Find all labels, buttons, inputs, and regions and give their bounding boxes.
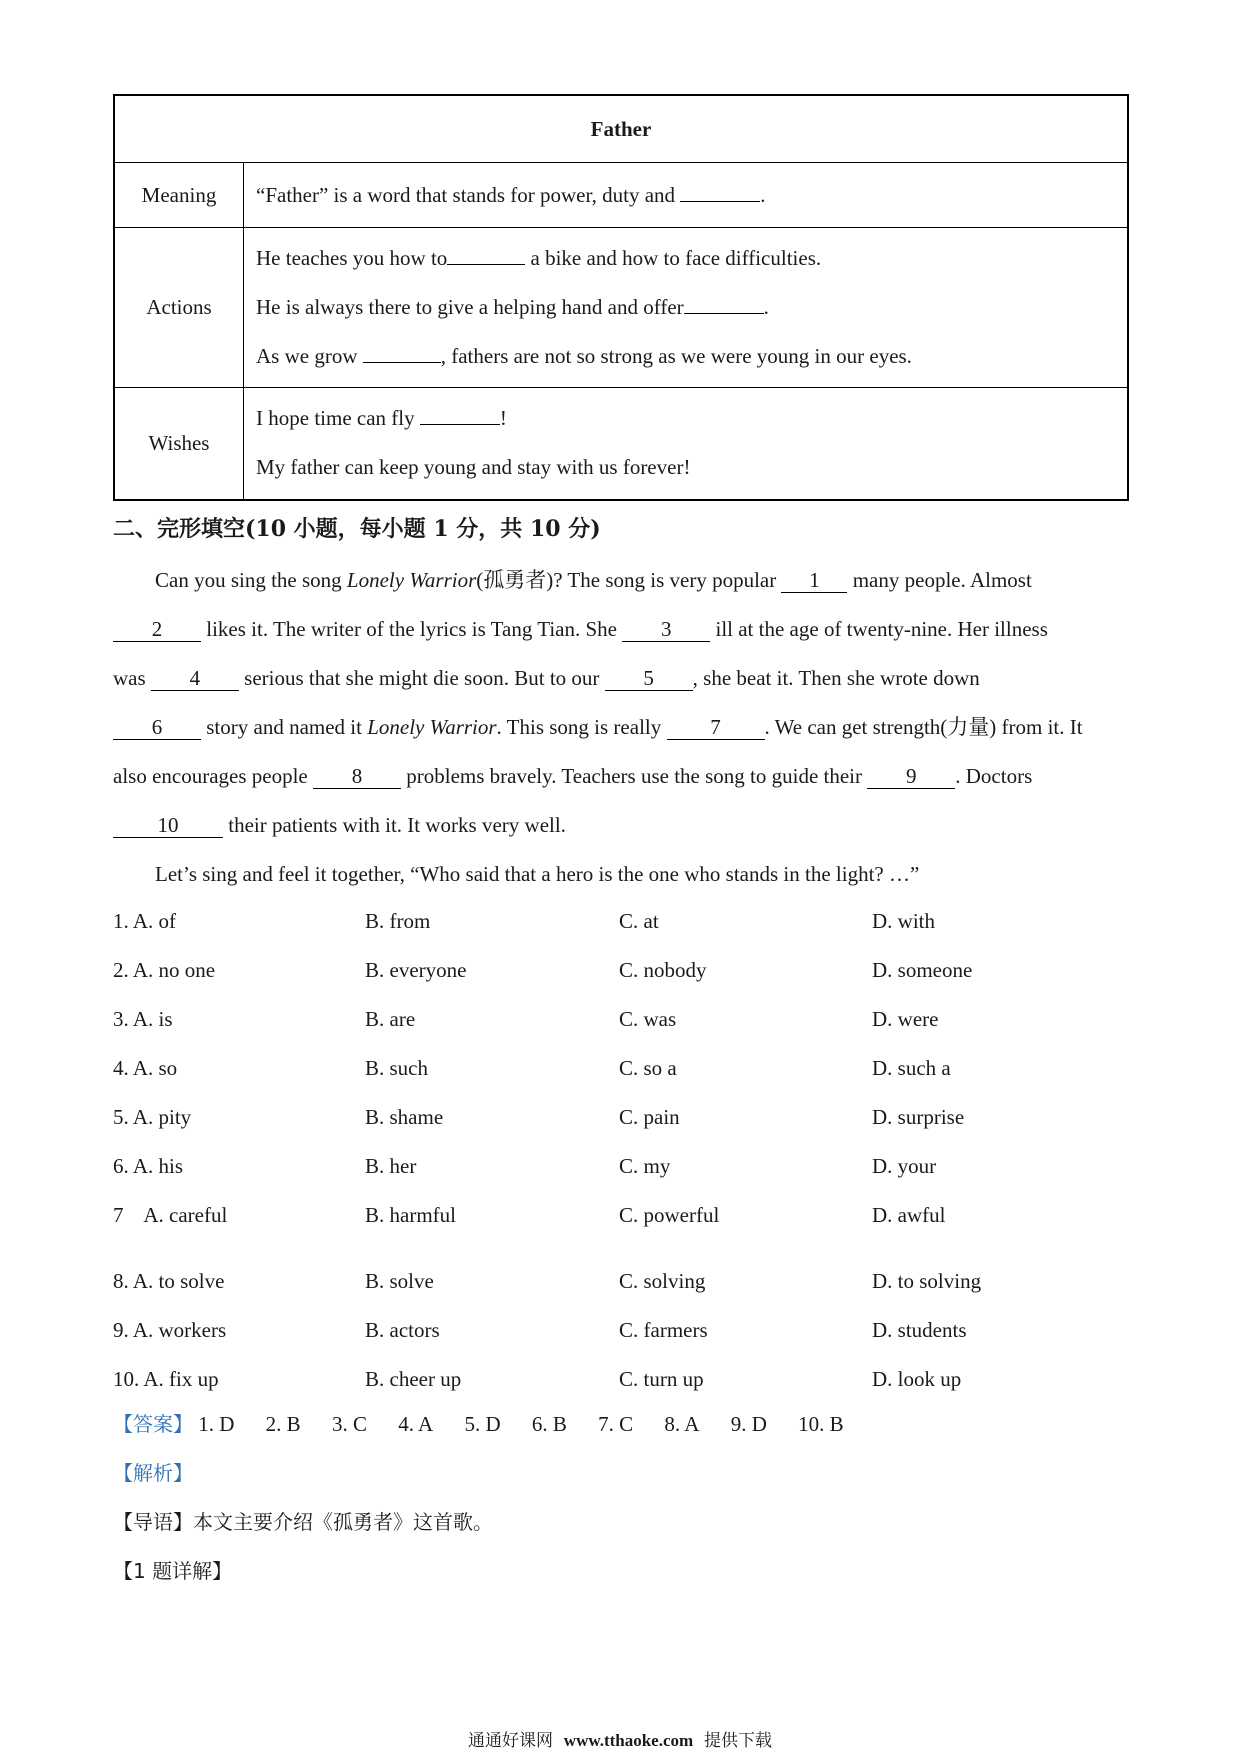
answer-item: 3. C bbox=[331, 1412, 367, 1436]
option-row-9 bbox=[113, 1306, 1131, 1355]
passage-text: likes it. The writer of the lyrics is Tang Tian. She bbox=[201, 617, 623, 641]
option-c: C. was bbox=[619, 1007, 677, 1031]
passage-line bbox=[113, 752, 1131, 801]
answer-key bbox=[113, 1400, 870, 1449]
blank-2: 2 bbox=[113, 617, 201, 642]
passage-text: ill at the age of twenty-nine. Her illness bbox=[710, 617, 1048, 641]
fill-blank bbox=[363, 340, 441, 363]
meaning-text: “Father” is a word that stands for power, duty and bbox=[256, 182, 676, 207]
answer-item: 1. D bbox=[198, 1412, 235, 1436]
option-c: C. turn up bbox=[619, 1367, 704, 1391]
option-b: B. solve bbox=[365, 1269, 434, 1293]
passage-text: Can you sing the song bbox=[155, 568, 347, 592]
page-footer bbox=[0, 1726, 1240, 1751]
option-a: 7 A. careful bbox=[113, 1203, 228, 1227]
passage-text: story and named it bbox=[201, 715, 368, 739]
footer-url: www.tthaoke.com bbox=[563, 1731, 694, 1750]
meaning-text-end: . bbox=[760, 182, 766, 207]
option-row-3 bbox=[113, 995, 1131, 1044]
passage-text: Let’s sing and feel it together, “Who said that a hero is the one who stands in the light? …” bbox=[155, 862, 920, 886]
option-b: B. her bbox=[365, 1154, 417, 1178]
option-row-8 bbox=[113, 1257, 1131, 1306]
actions-line-1-end: a bike and how to face difficulties. bbox=[530, 246, 822, 270]
option-d: D. with bbox=[872, 909, 935, 933]
option-d: D. your bbox=[872, 1154, 937, 1178]
blank-6: 6 bbox=[113, 715, 201, 740]
passage-text: . Doctors bbox=[955, 764, 1033, 788]
row-label-meaning: Meaning bbox=[114, 163, 244, 228]
fill-blank bbox=[680, 179, 760, 202]
passage-text: their patients with it. It works very well. bbox=[223, 813, 566, 837]
blank-1: 1 bbox=[781, 568, 847, 593]
option-a: 4. A. so bbox=[113, 1056, 178, 1080]
option-a: 5. A. pity bbox=[113, 1105, 192, 1129]
detail-heading: 【1 题详解】 bbox=[113, 1559, 233, 1583]
passage-text: problems bravely. Teachers use the song to guide their bbox=[401, 764, 868, 788]
actions-line-2-end: . bbox=[763, 295, 769, 319]
table-row-actions bbox=[114, 228, 1128, 388]
intro-text: 【导语】本文主要介绍《孤勇者》这首歌。 bbox=[113, 1510, 493, 1534]
actions-line-2: He is always there to give a helping hand and offer bbox=[256, 295, 684, 319]
actions-line-1: He teaches you how to bbox=[256, 246, 448, 270]
meaning-content bbox=[244, 163, 1129, 228]
option-row-5 bbox=[113, 1093, 1131, 1142]
option-c: C. nobody bbox=[619, 958, 707, 982]
option-b: B. from bbox=[365, 909, 431, 933]
answer-tag: 【答案】 bbox=[113, 1412, 193, 1436]
option-c: C. farmers bbox=[619, 1318, 708, 1342]
passage-line bbox=[113, 801, 1131, 850]
cloze-passage bbox=[113, 556, 1131, 899]
song-title: Lonely Warrior bbox=[346, 568, 477, 592]
option-b: B. actors bbox=[365, 1318, 440, 1342]
wishes-line-1: I hope time can fly bbox=[256, 406, 415, 431]
option-b: B. shame bbox=[365, 1105, 444, 1129]
option-b: B. are bbox=[365, 1007, 416, 1031]
passage-text: also encourages people bbox=[113, 764, 314, 788]
actions-line-3-end: , fathers are not so strong as we were young in our eyes. bbox=[440, 344, 912, 368]
wishes-content bbox=[244, 388, 1129, 500]
option-row-2 bbox=[113, 946, 1131, 995]
option-d: D. look up bbox=[872, 1367, 962, 1391]
table-row-wishes bbox=[114, 388, 1128, 500]
passage-line bbox=[113, 605, 1131, 654]
row-label-actions: Actions bbox=[114, 228, 244, 388]
passage-line bbox=[113, 850, 1131, 899]
blank-5: 5 bbox=[605, 666, 693, 691]
option-c: C. pain bbox=[619, 1105, 680, 1129]
father-table bbox=[113, 94, 1129, 501]
option-c: C. my bbox=[619, 1154, 671, 1178]
table-title: Father bbox=[114, 95, 1128, 163]
option-d: D. were bbox=[872, 1007, 939, 1031]
answer-item: 4. A bbox=[398, 1412, 434, 1436]
fill-blank bbox=[447, 242, 525, 265]
passage-text: was bbox=[113, 666, 151, 690]
option-b: B. everyone bbox=[365, 958, 467, 982]
option-d: D. such a bbox=[872, 1056, 951, 1080]
answer-options bbox=[113, 897, 1131, 1404]
passage-text: . This song is really bbox=[496, 715, 667, 739]
answer-item: 2. B bbox=[265, 1412, 301, 1436]
blank-8: 8 bbox=[313, 764, 401, 789]
passage-line bbox=[113, 703, 1131, 752]
footer-site-name: 通通好课网 bbox=[467, 1731, 553, 1751]
blank-10: 10 bbox=[113, 813, 223, 838]
option-a: 8. A. to solve bbox=[113, 1269, 225, 1293]
blank-7: 7 bbox=[667, 715, 765, 740]
passage-line bbox=[113, 654, 1131, 703]
option-d: D. surprise bbox=[872, 1105, 965, 1129]
passage-text: serious that she might die soon. But to our bbox=[238, 666, 605, 690]
analysis-tag: 【解析】 bbox=[113, 1461, 193, 1485]
answer-item: 5. D bbox=[464, 1412, 501, 1436]
option-c: C. powerful bbox=[619, 1203, 720, 1227]
option-d: D. awful bbox=[872, 1203, 946, 1227]
answer-item: 9. D bbox=[730, 1412, 767, 1436]
option-a: 6. A. his bbox=[113, 1154, 184, 1178]
option-b: B. harmful bbox=[365, 1203, 456, 1227]
section-heading: 二、完形填空(10 小题，每小题 1 分，共 10 分) bbox=[113, 516, 601, 542]
option-d: D. students bbox=[872, 1318, 967, 1342]
option-row-4 bbox=[113, 1044, 1131, 1093]
actions-content bbox=[244, 228, 1129, 388]
passage-text: , she beat it. Then she wrote down bbox=[692, 666, 980, 690]
option-c: C. solving bbox=[619, 1269, 706, 1293]
option-row-7 bbox=[113, 1191, 1131, 1240]
passage-text: . We can get strength(力量) from it. It bbox=[764, 715, 1083, 739]
answer-item: 8. A bbox=[664, 1412, 700, 1436]
fill-blank bbox=[684, 291, 764, 314]
option-a: 3. A. is bbox=[113, 1007, 173, 1031]
answer-item: 6. B bbox=[531, 1412, 567, 1436]
wishes-line-1-end: ! bbox=[499, 406, 507, 431]
option-c: C. at bbox=[619, 909, 659, 933]
passage-text: many people. Almost bbox=[847, 568, 1032, 592]
blank-3: 3 bbox=[622, 617, 710, 642]
option-d: D. to solving bbox=[872, 1269, 982, 1293]
option-a: 10. A. fix up bbox=[113, 1367, 219, 1391]
option-a: 2. A. no one bbox=[113, 958, 216, 982]
actions-line-3: As we grow bbox=[256, 344, 358, 368]
passage-text: (孤勇者)? The song is very popular bbox=[476, 568, 782, 592]
blank-4: 4 bbox=[151, 666, 239, 691]
option-row-6 bbox=[113, 1142, 1131, 1191]
option-d: D. someone bbox=[872, 958, 973, 982]
option-b: B. cheer up bbox=[365, 1367, 462, 1391]
footer-note: 提供下载 bbox=[704, 1731, 772, 1751]
answer-item: 10. B bbox=[798, 1412, 844, 1436]
wishes-line-2: My father can keep young and stay with us forever! bbox=[256, 455, 691, 480]
song-title: Lonely Warrior bbox=[367, 715, 497, 739]
passage-line bbox=[113, 556, 1131, 605]
option-a: 1. A. of bbox=[113, 909, 176, 933]
row-label-wishes: Wishes bbox=[114, 388, 244, 500]
option-c: C. so a bbox=[619, 1056, 677, 1080]
option-row-1 bbox=[113, 897, 1131, 946]
fill-blank bbox=[420, 402, 500, 425]
option-a: 9. A. workers bbox=[113, 1318, 227, 1342]
option-row-10 bbox=[113, 1355, 1131, 1404]
table-row-meaning bbox=[114, 163, 1128, 228]
answer-item: 7. C bbox=[598, 1412, 634, 1436]
blank-9: 9 bbox=[867, 764, 955, 789]
option-b: B. such bbox=[365, 1056, 428, 1080]
